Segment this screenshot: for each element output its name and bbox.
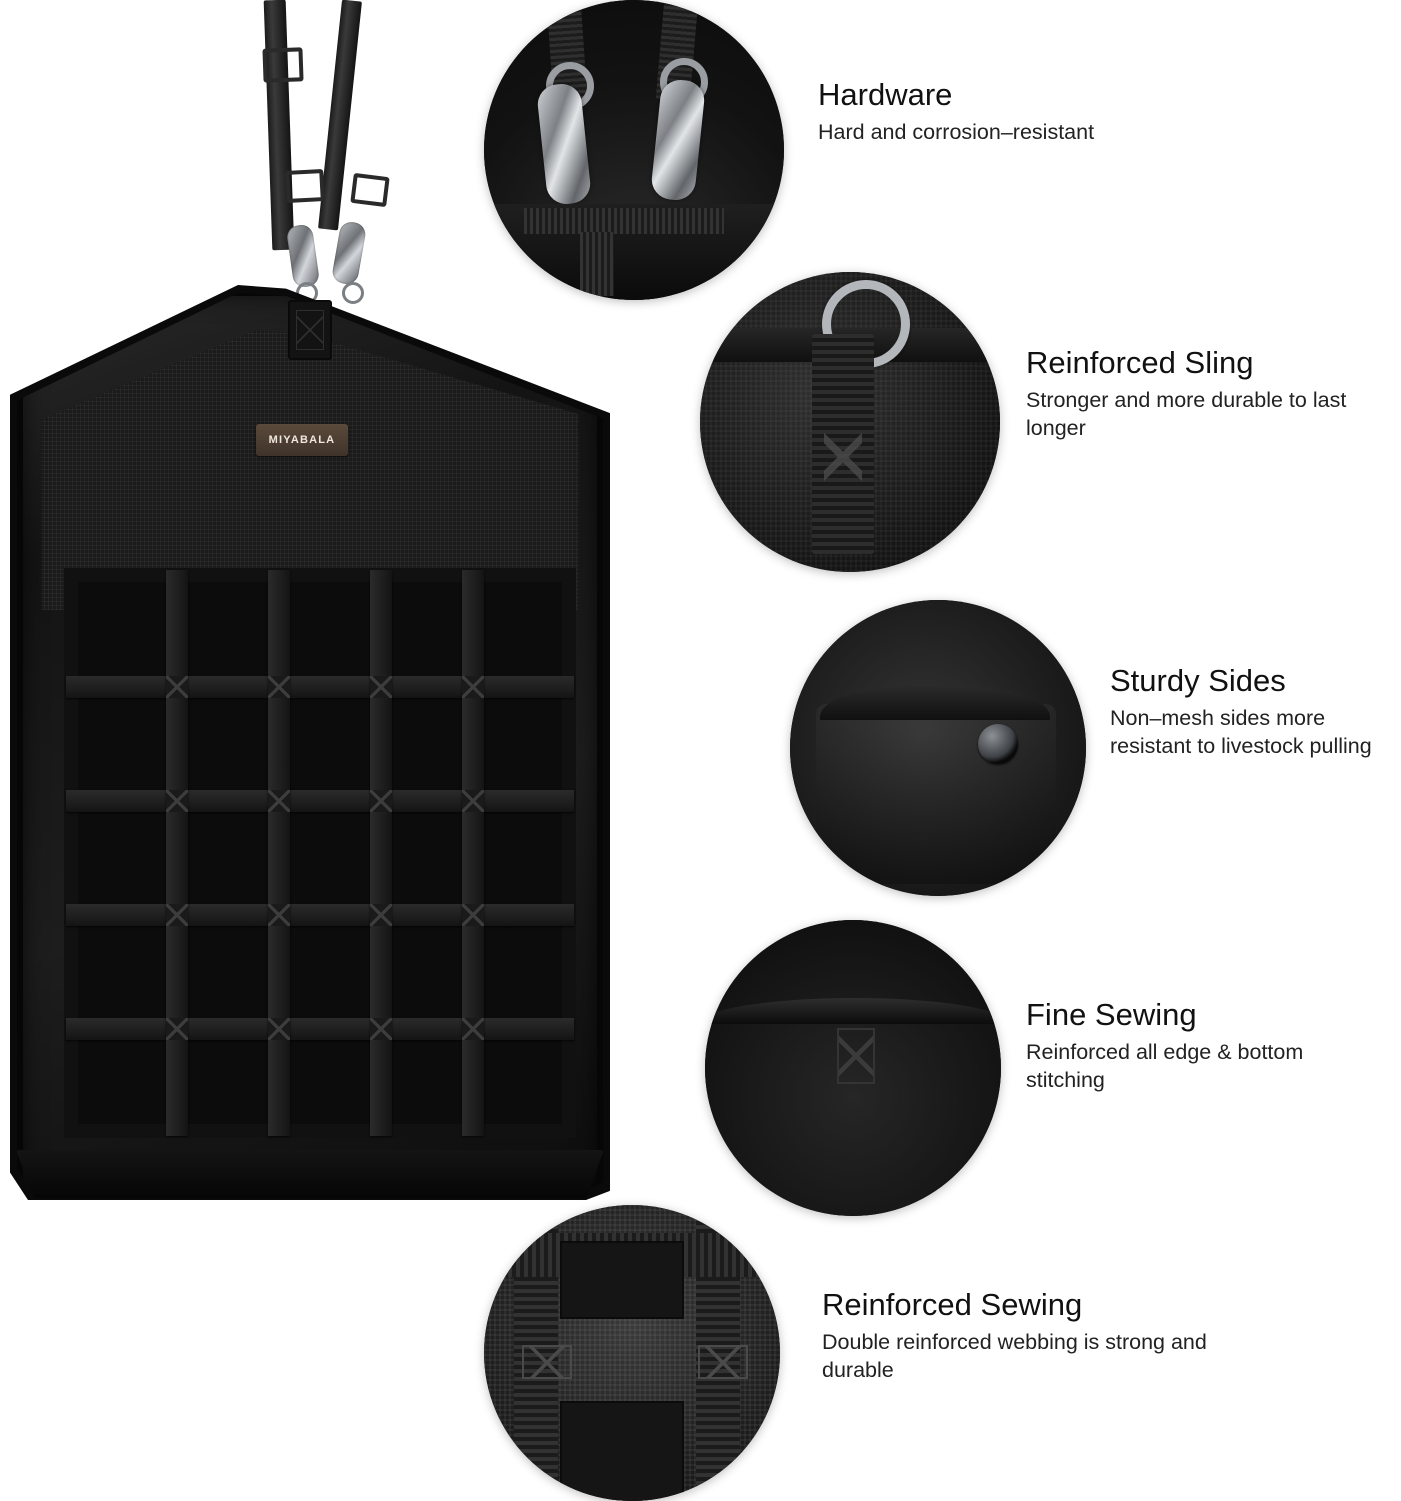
feature-sling-desc: Stronger and more durable to last longer (1026, 388, 1347, 441)
webbing-strip-vertical (268, 570, 290, 1136)
x-stitch-icon (370, 904, 392, 926)
feature-fine-sewing-desc: Reinforced all edge & bottom stitching (1026, 1040, 1304, 1093)
feature-sturdy-sides-title: Sturdy Sides (1110, 663, 1286, 698)
webbing-strip-vertical (166, 570, 188, 1136)
webbing-strip-vertical (580, 232, 614, 296)
sturdy-sides-closeup-image (790, 600, 1086, 896)
x-stitch-icon (166, 1018, 188, 1040)
side-panel (816, 704, 1056, 884)
x-stitch-icon (462, 790, 484, 812)
fine-sewing-closeup-image (705, 920, 1001, 1216)
x-stitch-icon (462, 904, 484, 926)
webbing-strip-horizontal (66, 790, 574, 812)
x-stitch-icon (166, 676, 188, 698)
reinforced-sewing-closeup-image (484, 1205, 780, 1501)
feature-hardware-text (818, 78, 1288, 146)
webbing-strip-vertical (462, 570, 484, 1136)
sling-closeup-image (700, 272, 1000, 572)
x-stitch-icon (166, 904, 188, 926)
x-stitch-icon (462, 1018, 484, 1040)
grommet-icon (978, 724, 1018, 764)
feature-sturdy-sides-text (1110, 664, 1401, 761)
webbing-strip-horizontal (66, 676, 574, 698)
x-stitch-icon (370, 1018, 392, 1040)
feature-reinforced-sewing-title: Reinforced Sewing (822, 1287, 1083, 1322)
feature-sling-text (1026, 346, 1374, 443)
box-stitch-icon (522, 1345, 572, 1379)
reinforcement-patch (560, 1241, 684, 1319)
webbing-strip-vertical (370, 570, 392, 1136)
feature-fine-sewing-text (1026, 998, 1346, 1095)
strap-adjuster-icon (350, 173, 389, 207)
webbing-grid-frame (64, 568, 576, 1138)
x-stitch-icon (268, 790, 290, 812)
shoulder-strap-left (264, 0, 295, 250)
d-ring-icon (342, 282, 364, 304)
feature-reinforced-sewing-text (822, 1288, 1222, 1385)
box-stitch-icon (698, 1345, 748, 1379)
strap-adjuster-icon (262, 47, 303, 82)
x-stitch-icon (824, 392, 862, 522)
reinforcement-patch (560, 1401, 684, 1501)
x-stitch-icon (837, 1028, 875, 1084)
brand-label (256, 424, 348, 456)
webbing-strip-horizontal (66, 904, 574, 926)
x-stitch-icon (268, 904, 290, 926)
hardware-closeup-image (484, 0, 784, 300)
x-stitch-icon (370, 676, 392, 698)
feature-hardware-desc: Hard and corrosion–resistant (818, 120, 1095, 145)
feature-hardware-title: Hardware (818, 77, 953, 112)
feature-reinforced-sewing-desc: Double reinforced webbing is strong and durable (822, 1330, 1207, 1383)
webbing-strip-horizontal (66, 1018, 574, 1040)
x-stitch-icon (268, 1018, 290, 1040)
feature-sling-title: Reinforced Sling (1026, 345, 1254, 380)
x-stitch-icon (166, 790, 188, 812)
x-stitch-icon (268, 676, 290, 698)
snap-hook-icon (286, 223, 320, 288)
bag-bottom-panel (16, 1150, 604, 1198)
strap-adjuster-icon (285, 169, 325, 203)
hanging-tab (288, 300, 332, 360)
x-stitch-icon (370, 790, 392, 812)
feature-sturdy-sides-desc: Non–mesh sides more resistant to livestock pulling (1110, 706, 1372, 759)
brand-label-text: MIYABALA (268, 434, 336, 446)
webbing-grid (64, 568, 576, 1138)
webbing-strip-horizontal (524, 208, 724, 234)
x-stitch-icon (462, 676, 484, 698)
feature-fine-sewing-title: Fine Sewing (1026, 997, 1197, 1032)
